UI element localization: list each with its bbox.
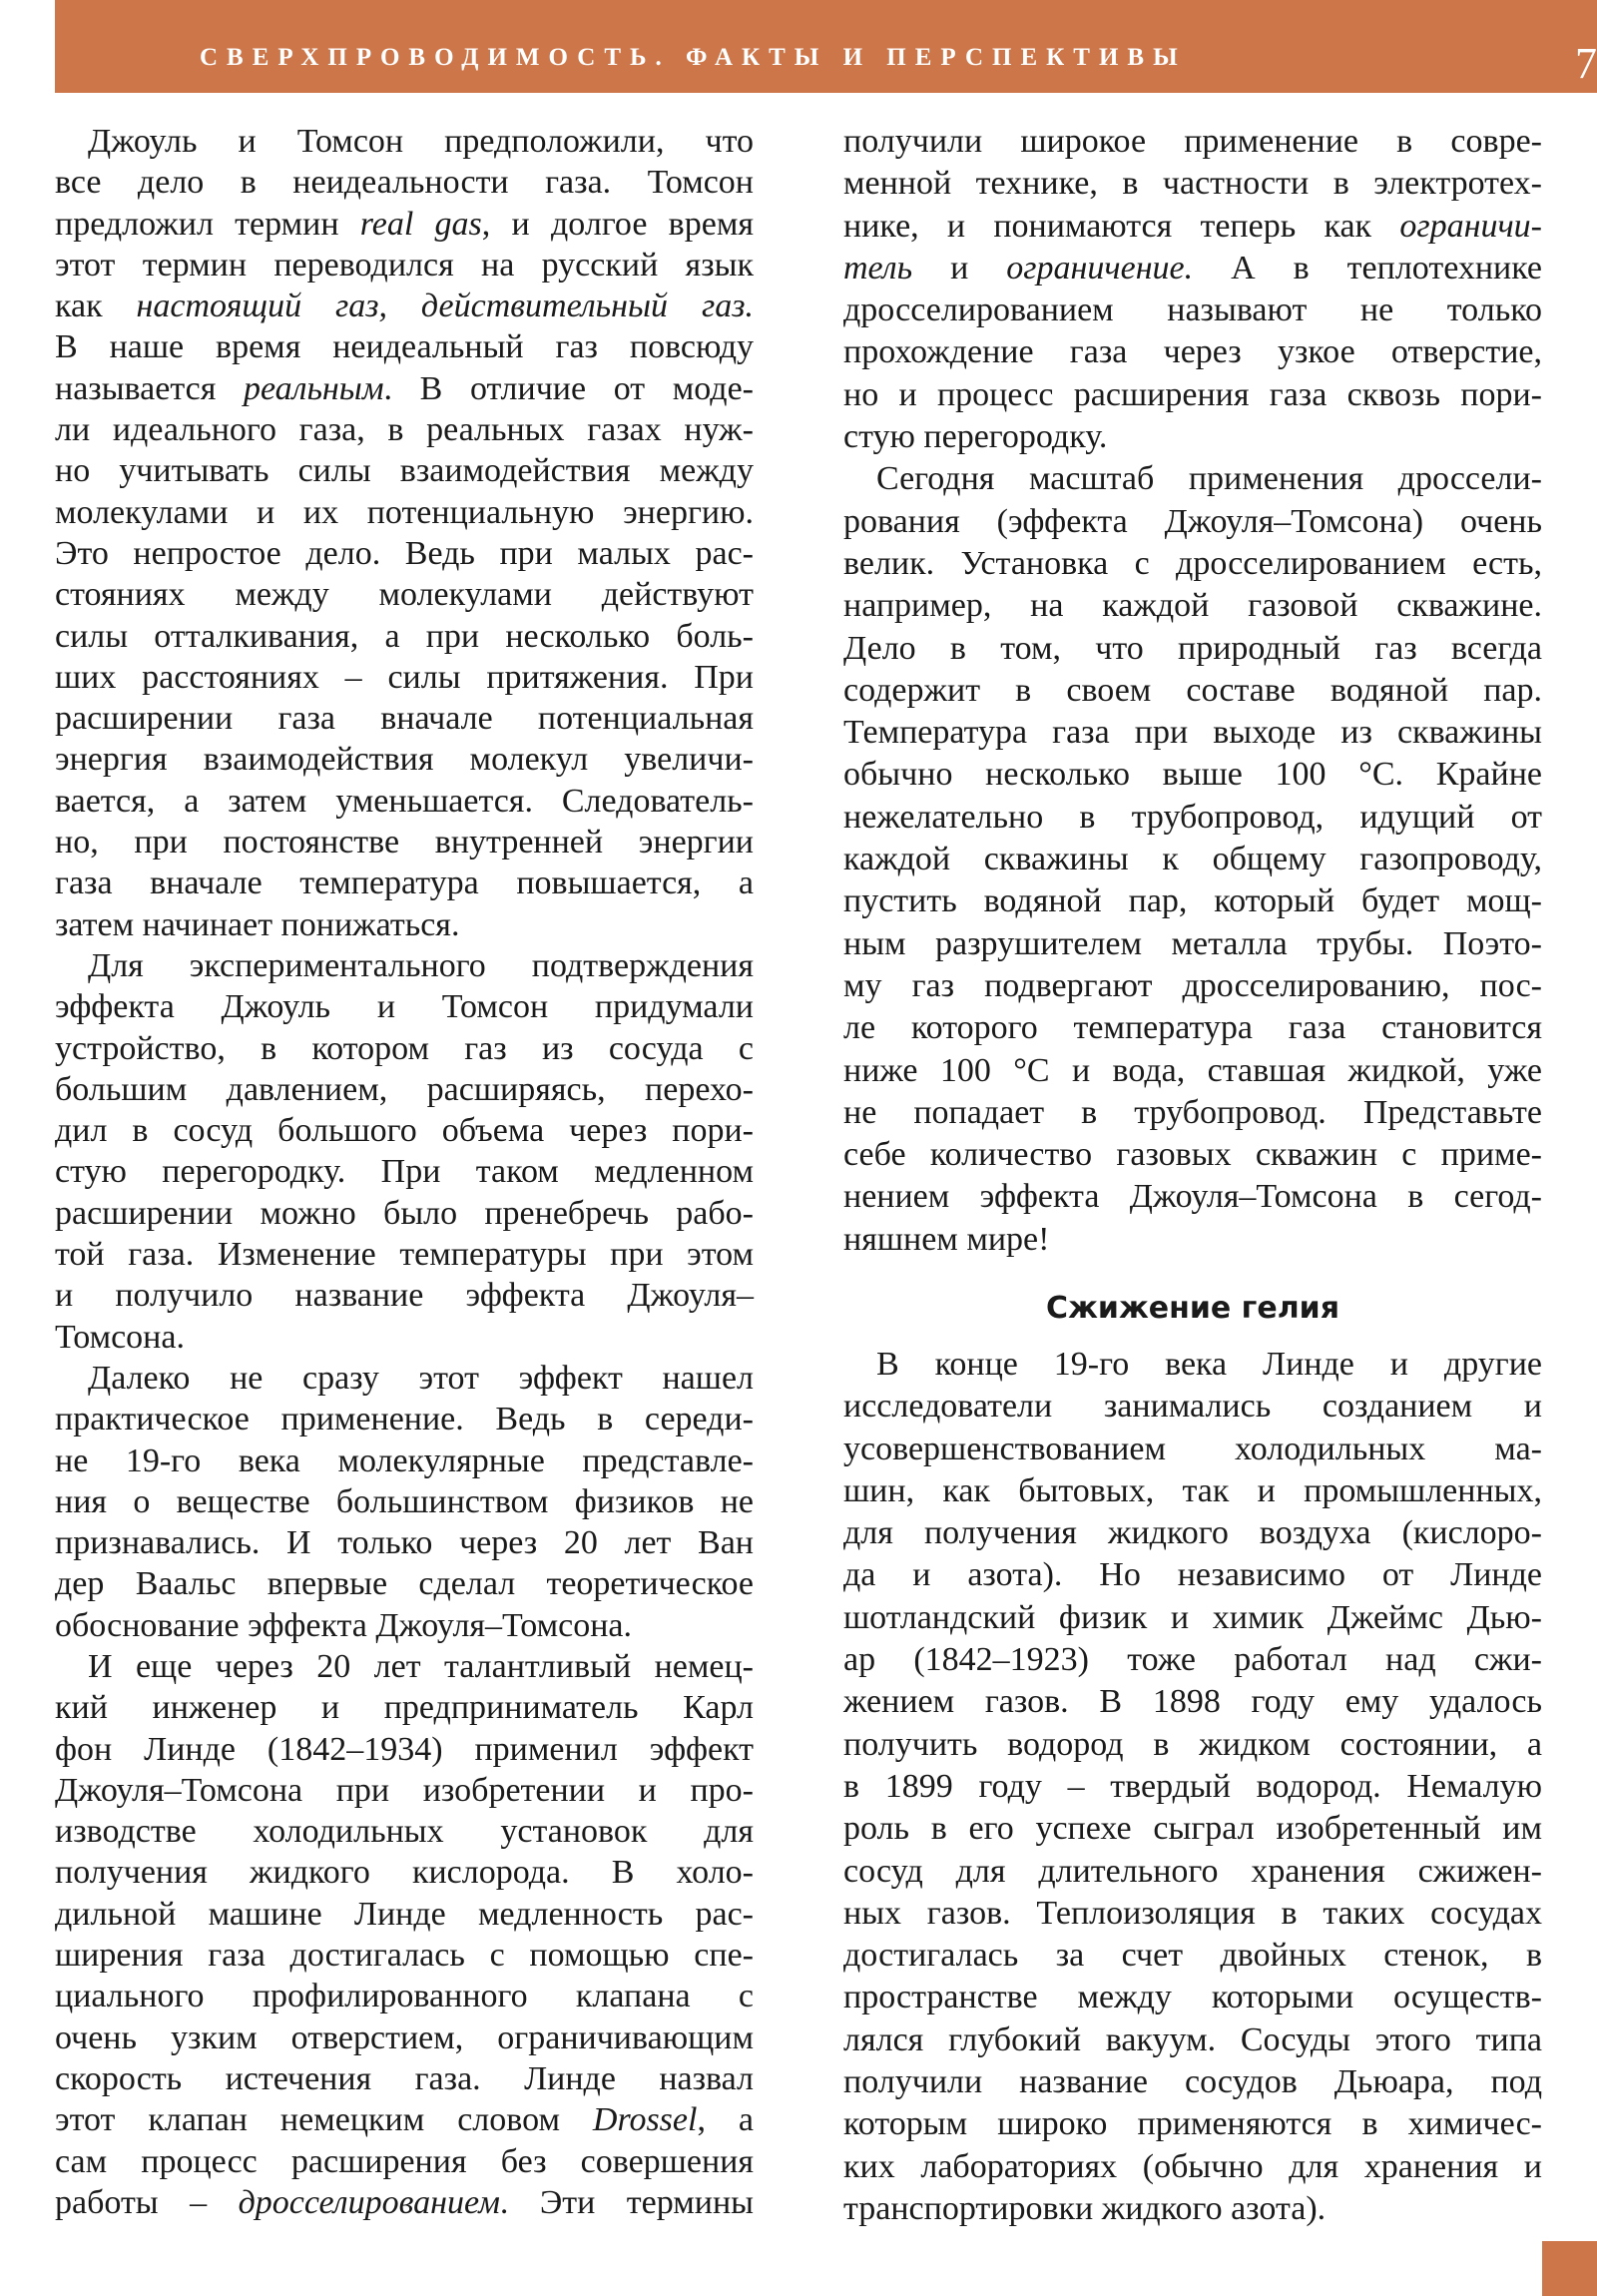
text-span: исследователи занимались созданием и bbox=[843, 1388, 1542, 1426]
text-line bbox=[55, 1729, 754, 1770]
text-line bbox=[843, 880, 1542, 922]
text-line bbox=[843, 1977, 1542, 2018]
text-span: изводстве холодильных установок для bbox=[55, 1813, 754, 1851]
text-line bbox=[843, 712, 1542, 754]
text-span: признавались. И только через 20 лет Ван bbox=[55, 1524, 754, 1562]
text-line bbox=[843, 206, 1542, 248]
text-line bbox=[843, 1766, 1542, 1808]
text-span: Дело в том, что природный газ всегда bbox=[843, 629, 1542, 667]
text-span: пространстве между которыми осуществ- bbox=[843, 1979, 1542, 2016]
text-line bbox=[55, 204, 754, 245]
text-span: в 1899 году – твердый водород. Немалую bbox=[843, 1767, 1542, 1805]
text-span: все дело в неидеальности газа. Томсон bbox=[55, 164, 754, 202]
paragraph bbox=[55, 1358, 754, 1646]
text-line bbox=[843, 374, 1542, 416]
text-line bbox=[843, 1724, 1542, 1766]
text-span: предложил термин bbox=[55, 205, 360, 243]
text-line bbox=[55, 1151, 754, 1192]
text-span: Температура газа при выходе из скважины bbox=[843, 714, 1542, 752]
text-span: для получения жидкого воздуха (кислоро- bbox=[843, 1514, 1542, 1552]
text-line bbox=[843, 670, 1542, 712]
text-line bbox=[55, 1069, 754, 1110]
text-span: усовершенствованием холодильных ма- bbox=[843, 1430, 1542, 1467]
text-span: Томсона. bbox=[55, 1318, 185, 1356]
text-span: но, при постоянстве внутренней энергии bbox=[55, 824, 754, 861]
text-line bbox=[843, 1681, 1542, 1723]
corner-decoration bbox=[1542, 2241, 1597, 2296]
text-line bbox=[55, 1852, 754, 1893]
text-line bbox=[55, 245, 754, 286]
text-line bbox=[843, 1512, 1542, 1554]
text-line bbox=[55, 1522, 754, 1563]
text-line bbox=[55, 1894, 754, 1935]
text-span: получили название сосудов Дьюара, под bbox=[843, 2063, 1542, 2101]
text-line bbox=[843, 1470, 1542, 1512]
text-line bbox=[843, 1639, 1542, 1681]
text-line bbox=[843, 839, 1542, 880]
text-line bbox=[843, 1007, 1542, 1049]
text-line bbox=[55, 533, 754, 574]
paragraph bbox=[843, 458, 1542, 1261]
text-line bbox=[843, 1050, 1542, 1092]
text-span: кий инженер и предприниматель Карл bbox=[55, 1689, 754, 1727]
text-line bbox=[55, 162, 754, 203]
text-span: ких лабораториях (обычно для хранения и bbox=[843, 2147, 1542, 2185]
text-span: очень узким отверстием, ограничивающим bbox=[55, 2018, 754, 2056]
text-line bbox=[55, 574, 754, 615]
text-span: , и долгое время bbox=[481, 205, 754, 243]
text-span: сосуд для длительного хранения сжижен- bbox=[843, 1852, 1542, 1890]
text-span: той газа. Изменение температуры при этом bbox=[55, 1236, 754, 1274]
text-span: Джоуля–Томсона при изобретении и про- bbox=[55, 1771, 754, 1809]
text-line bbox=[55, 2182, 754, 2223]
text-line bbox=[55, 450, 754, 491]
text-line bbox=[843, 1808, 1542, 1850]
text-line bbox=[843, 543, 1542, 585]
text-span: А в теплотехнике bbox=[1193, 249, 1542, 287]
text-line bbox=[843, 1851, 1542, 1893]
text-line bbox=[843, 1554, 1542, 1596]
text-line bbox=[843, 1597, 1542, 1639]
text-span: которым широко применяются в химичес- bbox=[843, 2105, 1542, 2143]
text-span: Далеко не сразу этот эффект нашел bbox=[88, 1359, 754, 1397]
text-line bbox=[55, 2141, 754, 2182]
text-line bbox=[843, 331, 1542, 373]
text-line bbox=[843, 458, 1542, 500]
text-span: вается, а затем уменьшается. Следователь- bbox=[55, 782, 754, 820]
text-span: шотландский физик и химик Джеймс Дью- bbox=[843, 1598, 1542, 1636]
text-span: Сегодня масштаб применения дроссели- bbox=[876, 460, 1542, 498]
text-span: получить водород в жидком состоянии, а bbox=[843, 1725, 1542, 1763]
text-span: да и азота). Но независимо от Линде bbox=[843, 1556, 1542, 1594]
text-span: называется bbox=[55, 369, 244, 407]
text-span: роль в его успехе сыграл изобретенный им bbox=[843, 1810, 1542, 1848]
text-line bbox=[843, 1134, 1542, 1176]
text-span: силы отталкивания, а при несколько боль- bbox=[55, 617, 754, 655]
text-span: ширения газа достигалась с помощью спе- bbox=[55, 1937, 754, 1975]
text-span: Это непростое дело. Ведь при малых рас- bbox=[55, 534, 754, 572]
text-span: и bbox=[912, 249, 1007, 287]
italic-text: реальным bbox=[243, 369, 384, 407]
text-line bbox=[55, 409, 754, 450]
text-line bbox=[55, 368, 754, 409]
text-line bbox=[55, 1358, 754, 1399]
text-span: как bbox=[55, 287, 137, 325]
text-line bbox=[55, 1440, 754, 1481]
text-line bbox=[843, 628, 1542, 670]
text-span: дильной машине Линде медленность рас- bbox=[55, 1895, 754, 1933]
text-line bbox=[55, 1687, 754, 1728]
text-line bbox=[843, 289, 1542, 331]
text-span: устройство, в котором газ из сосуда с bbox=[55, 1029, 754, 1067]
text-span: рования (эффекта Джоуля–Томсона) очень bbox=[843, 502, 1542, 540]
text-span: большим давлением, расширяясь, перехо- bbox=[55, 1070, 754, 1108]
text-line bbox=[843, 501, 1542, 543]
text-span: дил в сосуд большого объема через пори- bbox=[55, 1112, 754, 1150]
text-span: няшнем мире! bbox=[843, 1220, 1050, 1258]
text-span: ли идеального газа, в реальных газах нуж- bbox=[55, 411, 754, 449]
text-line bbox=[843, 1092, 1542, 1134]
header-title: СВЕРХПРОВОДИМОСТЬ. ФАКТЫ И ПЕРСПЕКТИВЫ bbox=[200, 44, 1187, 71]
text-span: И еще через 20 лет талантливый немец- bbox=[88, 1647, 754, 1685]
text-span: но учитывать силы взаимодействия между bbox=[55, 452, 754, 490]
text-span: эффекта Джоуль и Томсон придумали bbox=[55, 988, 754, 1026]
text-line bbox=[55, 2058, 754, 2099]
text-span: каждой скважины к общему газопроводу, bbox=[843, 841, 1542, 878]
paragraph bbox=[55, 1646, 754, 2223]
text-line bbox=[55, 739, 754, 780]
section-heading: Сжижение гелия bbox=[1046, 1291, 1339, 1326]
text-line bbox=[55, 1563, 754, 1604]
text-span: обоснование эффекта Джоуля–Томсона. bbox=[55, 1606, 632, 1644]
paragraph bbox=[55, 945, 754, 1358]
text-span: расширении можно было пренебречь рабо- bbox=[55, 1194, 754, 1232]
text-span: шин, как бытовых, так и промышленных, bbox=[843, 1471, 1542, 1509]
text-span: стую перегородку. При таком медленном bbox=[55, 1153, 754, 1191]
text-line bbox=[843, 965, 1542, 1007]
text-span: и получило название эффекта Джоуля– bbox=[55, 1277, 754, 1315]
text-span: обычно несколько выше 100 °С. Крайне bbox=[843, 756, 1542, 794]
text-span: менной технике, в частности в электротех- bbox=[843, 165, 1542, 203]
text-span: велик. Установка с дросселированием есть, bbox=[843, 544, 1542, 582]
text-line bbox=[55, 1275, 754, 1316]
text-line bbox=[55, 1481, 754, 1522]
italic-text: real gas bbox=[359, 205, 482, 243]
italic-text: Drossel bbox=[592, 2101, 698, 2139]
text-span: например, на каждой газовой скважине. bbox=[843, 587, 1542, 625]
text-span: ших расстояниях – силы притяжения. При bbox=[55, 658, 754, 696]
text-span: дросселированием называют не только bbox=[843, 291, 1542, 329]
text-span: получения жидкого кислорода. В холо- bbox=[55, 1854, 754, 1892]
text-span: дер Ваальс впервые сделал теоретическое bbox=[55, 1565, 754, 1603]
text-span: , а bbox=[697, 2101, 755, 2139]
text-line bbox=[843, 797, 1542, 839]
text-span: получили широкое применение в совре- bbox=[843, 123, 1542, 160]
italic-text: дросселированием bbox=[238, 2183, 500, 2221]
text-span: Для экспериментального подтверждения bbox=[88, 946, 754, 984]
text-span: ния о веществе большинством физиков не bbox=[55, 1482, 754, 1520]
text-span: затем начинает понижаться. bbox=[55, 905, 460, 943]
text-line bbox=[55, 1399, 754, 1439]
text-span: . Эти термины bbox=[499, 2183, 754, 2221]
text-span: нением эффекта Джоуля–Томсона в сегод- bbox=[843, 1178, 1542, 1216]
text-line bbox=[843, 754, 1542, 796]
italic-text: тель bbox=[843, 249, 913, 287]
italic-text: ограничение. bbox=[1006, 249, 1194, 287]
text-line bbox=[843, 2103, 1542, 2145]
text-span: но и процесс расширения газа сквозь пори- bbox=[843, 375, 1542, 413]
text-line bbox=[55, 1646, 754, 1687]
text-span: практическое применение. Ведь в середи- bbox=[55, 1401, 754, 1438]
text-line bbox=[55, 1110, 754, 1151]
left-column bbox=[55, 121, 754, 2223]
text-line bbox=[55, 1317, 754, 1358]
text-line bbox=[843, 1893, 1542, 1935]
text-line bbox=[55, 326, 754, 367]
paragraph bbox=[843, 121, 1542, 458]
running-header bbox=[55, 0, 1597, 93]
text-line bbox=[843, 1176, 1542, 1218]
text-line bbox=[843, 1386, 1542, 1428]
text-span: содержит в своем составе водяной пар. bbox=[843, 671, 1542, 709]
text-span: скорость истечения газа. Линде назвал bbox=[55, 2059, 754, 2097]
text-line bbox=[55, 698, 754, 739]
text-line bbox=[55, 1193, 754, 1234]
italic-text: ограничи- bbox=[1399, 207, 1542, 245]
text-line bbox=[55, 2099, 754, 2140]
text-line bbox=[55, 1234, 754, 1275]
page-number: 7 bbox=[1575, 39, 1597, 88]
text-line bbox=[55, 986, 754, 1027]
text-line bbox=[55, 616, 754, 657]
text-line bbox=[55, 1811, 754, 1852]
text-line bbox=[55, 862, 754, 903]
text-line bbox=[843, 121, 1542, 163]
text-line bbox=[55, 945, 754, 986]
text-line bbox=[843, 923, 1542, 965]
text-span: достигалась за счет двойных стенок, в bbox=[843, 1937, 1542, 1975]
text-span: пустить водяной пар, который будет мощ- bbox=[843, 882, 1542, 920]
text-line bbox=[843, 2019, 1542, 2061]
text-line bbox=[843, 2061, 1542, 2103]
right-column-top bbox=[843, 121, 1542, 1261]
text-span: нежелательно в трубопровод, идущий от bbox=[843, 798, 1542, 836]
text-span: ным разрушителем металла трубы. Поэто- bbox=[843, 924, 1542, 962]
text-line bbox=[843, 1429, 1542, 1470]
text-line bbox=[843, 2146, 1542, 2188]
text-span: . В отличие от моде- bbox=[383, 369, 754, 407]
text-span: себе количество газовых скважин с приме- bbox=[843, 1136, 1542, 1174]
text-span: прохождение газа через узкое отверстие, bbox=[843, 333, 1542, 371]
text-span: молекулами и их потенциальную энергию. bbox=[55, 493, 754, 531]
text-span: Джоуль и Томсон предположили, что bbox=[88, 123, 754, 160]
text-line bbox=[843, 248, 1542, 289]
text-span: газа вначале температура повышается, а bbox=[55, 864, 754, 902]
text-span: стояниях между молекулами действуют bbox=[55, 576, 754, 614]
text-line bbox=[55, 1935, 754, 1976]
text-span: В наше время неидеальный газ повсюду bbox=[55, 328, 754, 366]
right-column-bottom bbox=[843, 1344, 1542, 2230]
text-span: этот клапан немецким словом bbox=[55, 2101, 593, 2139]
text-span: работы – bbox=[55, 2183, 239, 2221]
text-line bbox=[843, 1344, 1542, 1386]
text-span: не попадает в трубопровод. Представьте bbox=[843, 1093, 1542, 1131]
text-span: этот термин переводился на русский язык bbox=[55, 246, 754, 284]
text-line bbox=[843, 416, 1542, 458]
text-span: энергия взаимодействия молекул увеличи- bbox=[55, 741, 754, 779]
text-line bbox=[55, 904, 754, 945]
text-span: не 19-го века молекулярные представле- bbox=[55, 1441, 754, 1479]
text-line bbox=[55, 1605, 754, 1646]
text-span: лялся глубокий вакуум. Сосуды этого типа bbox=[843, 2020, 1542, 2058]
text-span: фон Линде (1842–1934) применил эффект bbox=[55, 1730, 754, 1768]
text-span: транспортировки жидкого азота). bbox=[843, 2189, 1327, 2227]
text-line bbox=[55, 657, 754, 698]
text-span: расширении газа вначале потенциальная bbox=[55, 700, 754, 738]
text-line bbox=[55, 1976, 754, 2016]
text-line bbox=[55, 1770, 754, 1811]
text-span: нике, и понимаются теперь как bbox=[843, 207, 1400, 245]
text-line bbox=[843, 1219, 1542, 1261]
text-span: жением газов. В 1898 году ему удалось bbox=[843, 1683, 1542, 1721]
text-line bbox=[55, 286, 754, 326]
text-line bbox=[55, 2017, 754, 2058]
text-line bbox=[55, 822, 754, 862]
paragraph bbox=[843, 1344, 1542, 2230]
text-line bbox=[55, 1028, 754, 1069]
text-span: В конце 19-го века Линде и другие bbox=[876, 1346, 1542, 1383]
text-line bbox=[843, 2188, 1542, 2230]
text-span: му газ подвергают дросселированию, пос- bbox=[843, 966, 1542, 1004]
text-line bbox=[843, 1935, 1542, 1977]
text-line bbox=[843, 163, 1542, 205]
text-line bbox=[55, 121, 754, 162]
text-line bbox=[55, 781, 754, 822]
text-span: ных газов. Теплоизоляция в таких сосудах bbox=[843, 1894, 1542, 1932]
text-line bbox=[55, 492, 754, 533]
text-span: ниже 100 °С и вода, ставшая жидкой, уже bbox=[843, 1051, 1542, 1089]
text-line bbox=[843, 585, 1542, 627]
text-span: циального профилированного клапана с bbox=[55, 1978, 754, 2015]
italic-text: настоящий газ, действительный газ. bbox=[136, 287, 754, 325]
paragraph bbox=[55, 121, 754, 945]
text-span: сам процесс расширения без совершения bbox=[55, 2142, 754, 2180]
text-span: ар (1842–1923) тоже работал над сжи- bbox=[843, 1641, 1542, 1679]
text-span: стую перегородку. bbox=[843, 418, 1108, 456]
text-span: ле которого температура газа становится bbox=[843, 1009, 1542, 1047]
